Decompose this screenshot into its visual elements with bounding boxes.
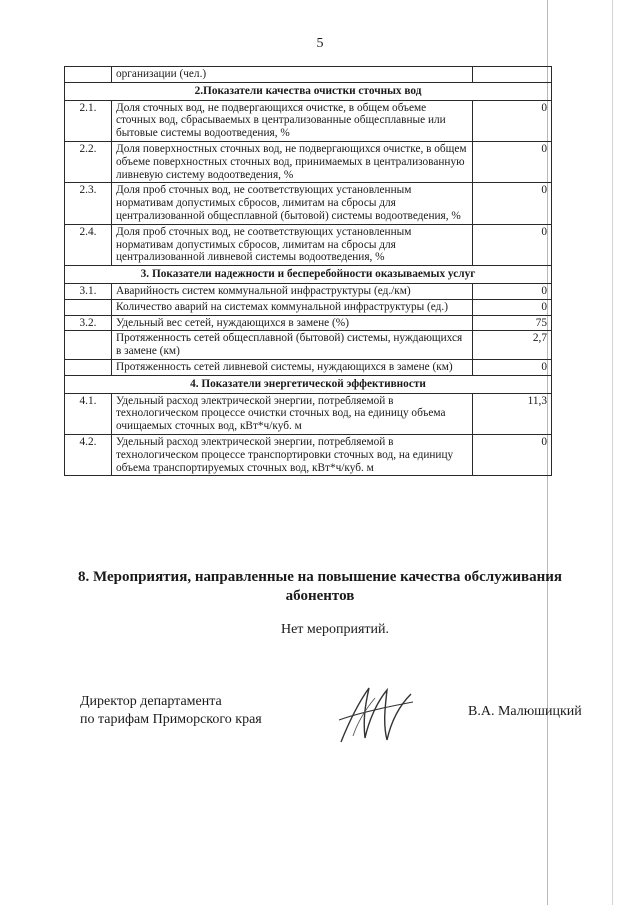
section-8-heading: 8. Мероприятия, направленные на повышение качества обслуживания абонентов xyxy=(77,569,562,604)
signer-position xyxy=(80,693,262,729)
section-title: 3. Показатели надежности и бесперебойности оказываемых услуг xyxy=(65,266,552,284)
indicator-name: Удельный вес сетей, нуждающихся в замене (%) xyxy=(112,315,473,331)
row-number: 2.2. xyxy=(65,141,112,182)
table-row xyxy=(65,434,552,475)
table-row xyxy=(65,283,552,299)
indicator-name: Доля проб сточных вод, не соответствующих установленным нормативам допустимых сбросов, лимитам на сбросы для централизованной общесплавной (бытовой) системы водоотведения, % xyxy=(112,183,473,224)
row-number: 2.1. xyxy=(65,100,112,141)
row-number: 4.2. xyxy=(65,434,112,475)
table-section-header xyxy=(65,375,552,393)
section-8-body: Нет мероприятий. xyxy=(280,622,390,637)
table-section-header xyxy=(65,82,552,100)
table-row xyxy=(65,393,552,434)
indicators-table xyxy=(64,66,552,476)
indicator-name: организации (чел.) xyxy=(112,67,473,83)
indicator-name: Количество аварий на системах коммунальной инфраструктуры (ед.) xyxy=(112,299,473,315)
indicator-name: Доля поверхностных сточных вод, не подвергающихся очистке, в общем объеме поверхностных сточных вод, принимаемых в централизованную ливневую систему водоотведения, % xyxy=(112,141,473,182)
row-number xyxy=(65,67,112,83)
signer-position-line: Директор департамента xyxy=(80,694,222,709)
indicator-value: 2,7 xyxy=(473,331,552,360)
indicator-name: Удельный расход электрической энергии, потребляемой в технологическом процессе очистки сточных вод, на единицу объема очищаемых сточных вод, кВт*ч/куб. м xyxy=(112,393,473,434)
table-row xyxy=(65,315,552,331)
section-title: 2.Показатели качества очистки сточных вод xyxy=(65,82,552,100)
row-number xyxy=(65,359,112,375)
page-number: 5 xyxy=(316,36,324,51)
indicator-value: 11,3 xyxy=(473,393,552,434)
signer-position-line: по тарифам Приморского края xyxy=(80,712,262,727)
table-row xyxy=(65,100,552,141)
table-row xyxy=(65,359,552,375)
indicator-value xyxy=(473,67,552,83)
table-row xyxy=(65,183,552,224)
indicator-value: 0 xyxy=(473,224,552,265)
indicator-name: Удельный расход электрической энергии, потребляемой в технологическом процессе транспортировки сточных вод, на единицу объема транспортируемых сточных вод, кВт*ч/куб. м xyxy=(112,434,473,475)
indicator-value: 0 xyxy=(473,359,552,375)
row-number: 3.2. xyxy=(65,315,112,331)
section-title: 4. Показатели энергетической эффективности xyxy=(65,375,552,393)
scan-edge-line xyxy=(612,0,613,905)
indicator-value: 0 xyxy=(473,283,552,299)
indicator-name: Протяженность сетей общесплавной (бытовой) системы, нуждающихся в замене (км) xyxy=(112,331,473,360)
table-row xyxy=(65,331,552,360)
row-number xyxy=(65,331,112,360)
signer-name: В.А. Малюшицкий xyxy=(468,704,582,719)
table-row xyxy=(65,224,552,265)
table-row xyxy=(65,299,552,315)
row-number: 2.3. xyxy=(65,183,112,224)
indicator-name: Аварийность систем коммунальной инфраструктуры (ед./км) xyxy=(112,283,473,299)
handwritten-signature xyxy=(335,680,415,750)
table-section-header xyxy=(65,266,552,284)
indicator-value: 0 xyxy=(473,434,552,475)
indicator-value: 0 xyxy=(473,299,552,315)
table-row xyxy=(65,141,552,182)
indicator-name: Доля сточных вод, не подвергающихся очистке, в общем объеме сточных вод, сбрасываемых в централизованные общесплавные или бытовые системы водоотведения, % xyxy=(112,100,473,141)
row-number xyxy=(65,299,112,315)
indicator-name: Доля проб сточных вод, не соответствующих установленным нормативам допустимых сбросов, лимитам на сбросы для централизованной ливневой системы водоотведения, % xyxy=(112,224,473,265)
table-row xyxy=(65,67,552,83)
indicator-value: 0 xyxy=(473,100,552,141)
row-number: 3.1. xyxy=(65,283,112,299)
indicator-value: 75 xyxy=(473,315,552,331)
indicator-value: 0 xyxy=(473,141,552,182)
indicator-name: Протяженность сетей ливневой системы, нуждающихся в замене (км) xyxy=(112,359,473,375)
indicator-value: 0 xyxy=(473,183,552,224)
row-number: 4.1. xyxy=(65,393,112,434)
row-number: 2.4. xyxy=(65,224,112,265)
